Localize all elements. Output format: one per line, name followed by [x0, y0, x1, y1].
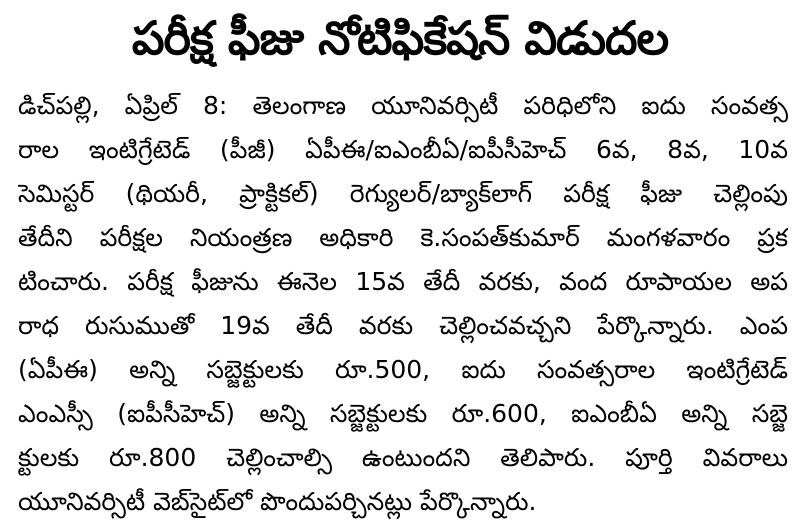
- article-line: (ఏపీఈ) అన్ని సబ్జెక్టులకు రూ.500, ఐదు సంవత్సరాల ఇంటిగ్రేటెడ్: [18, 355, 788, 384]
- article-line: రాధ రుసుముతో 19వ తేదీ వరకు చెల్లించవచ్చని పేర్కొన్నారు. ఎంప: [18, 311, 788, 340]
- article-line: సెమిస్టర్ (థియరీ, ప్రాక్టికల్) రెగ్యులర్/బ్యాక్‌లాగ్ పరీక్ష ఫీజు చెల్లింపు: [18, 179, 788, 208]
- article-line: టించారు. పరీక్ష ఫీజును ఈనెల 15వ తేదీ వరకు, వంద రూపాయల అప: [18, 267, 788, 296]
- article-line: డిచ్‌పల్లి, ఏప్రిల్ 8: తెలంగాణ యూనివర్సిటీ పరిధిలోని ఐదు సంవత్స: [18, 91, 788, 120]
- article-line: ఎంఎస్సీ (ఐపీసీహెచ్) అన్ని సబ్జెక్టులకు రూ.600, ఐఎంబీఏ అన్ని సబ్జె: [18, 399, 788, 428]
- article-line: తేదీని పరీక్షల నియంత్రణ అధికారి కె.సంపత్‌కుమార్ మంగళవారం ప్రక: [18, 223, 788, 252]
- article-line: యూనివర్సిటీ వెబ్‌సైట్‌లో పొందుపర్చినట్లు పేర్కొన్నారు.: [18, 487, 537, 516]
- article-body: [18, 84, 788, 524]
- article-line: రాల ఇంటిగ్రేటెడ్ (పీజీ) ఏపీఈ/ఐఎంబీఏ/ఐపీసీహెచ్ 6వ, 8వ, 10వ: [18, 135, 788, 164]
- article-line: క్టులకు రూ.800 చెల్లించాల్సి ఉంటుందని తెలిపారు. పూర్తి వివరాలు: [18, 443, 788, 472]
- article-headline: పరీక్ష ఫీజు నోటిఫికేషన్ విడుదల: [131, 11, 669, 65]
